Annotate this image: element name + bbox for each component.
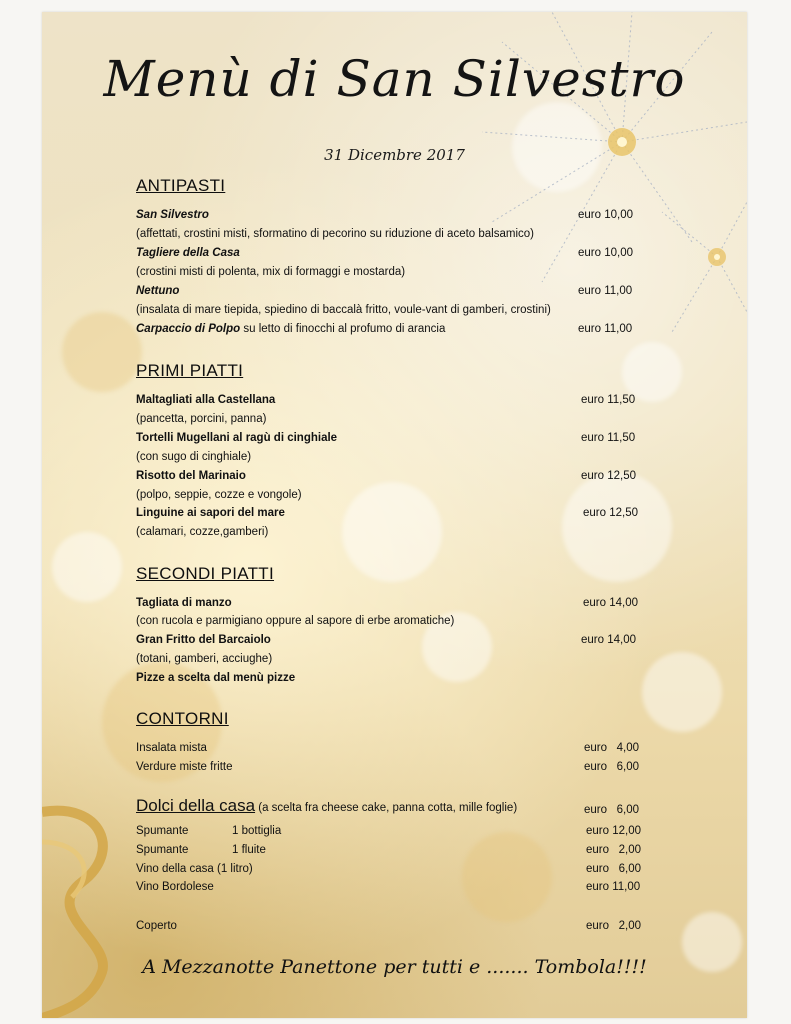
drink-name: Vino della casa (1 litro) <box>136 863 253 875</box>
drink-name: Spumante <box>136 825 189 837</box>
bokeh-light <box>462 832 552 922</box>
dish-name: Carpaccio di Polpo <box>136 323 241 335</box>
drink-name: Spumante <box>136 844 189 856</box>
dish-price: euro 11,00 <box>578 323 633 335</box>
dish-name: Gran Fritto del Barcaiolo <box>136 634 271 646</box>
dish-description: (calamari, cozze,gamberi) <box>136 526 269 538</box>
dish-description: (totani, gamberi, acciughe) <box>136 653 273 665</box>
section-heading-antipasti: ANTIPASTI <box>136 176 226 195</box>
dish-description: su letto di finocchi al profumo di arancia <box>240 323 446 335</box>
section-heading-primi: PRIMI PIATTI <box>136 361 244 380</box>
dish-name: Maltagliati alla Castellana <box>136 394 276 406</box>
section-heading-secondi: SECONDI PIATTI <box>136 564 275 583</box>
dish-price: euro 14,00 <box>581 634 636 646</box>
dish-price: euro 12,50 <box>583 507 638 519</box>
dish-description: (pancetta, porcini, panna) <box>136 413 267 425</box>
dish-price: euro 12,50 <box>581 470 636 482</box>
dish-description: (insalata di mare tiepida, spiedino di baccalà fritto, voule-vant di gamberi, crostini) <box>136 304 551 316</box>
bokeh-light <box>342 482 442 582</box>
drink-price: euro 12,00 <box>586 825 641 837</box>
menu-sheet <box>42 12 747 1018</box>
dish-name: Pizze a scelta dal menù pizze <box>136 672 296 684</box>
dish-description: (affettati, crostini misti, sformatino di pecorino su riduzione di aceto balsamico) <box>136 228 534 240</box>
section-heading-contorni: CONTORNI <box>136 709 229 728</box>
dish-price: euro 10,00 <box>578 209 633 221</box>
dish-name: Nettuno <box>136 285 180 297</box>
dish-name: Insalata mista <box>136 742 207 754</box>
coperto-label: Coperto <box>136 920 177 932</box>
dish-description: (con rucola e parmigiano oppure al sapore di erbe aromatiche) <box>136 615 455 627</box>
dish-price: euro 6,00 <box>584 761 639 773</box>
dish-name: Risotto del Marinaio <box>136 470 246 482</box>
dish-name: San Silvestro <box>136 209 209 221</box>
dish-description: (con sugo di cinghiale) <box>136 451 252 463</box>
menu-footer: A Mezzanotte Panettone per tutti e ....... Tombola!!!! <box>142 956 647 978</box>
dish-name: Tagliata di manzo <box>136 597 232 609</box>
coperto-price: euro 2,00 <box>586 920 641 932</box>
drink-name: Vino Bordolese <box>136 881 214 893</box>
dish-description: (crostini misti di polenta, mix di formaggi e mostarda) <box>136 266 406 278</box>
menu-title: Menù di San Silvestro <box>103 50 686 108</box>
dish-price: euro 6,00 <box>584 804 639 816</box>
bokeh-light <box>642 652 722 732</box>
dish-price: euro 14,00 <box>583 597 638 609</box>
drink-price: euro 11,00 <box>586 881 641 893</box>
dish-price: euro 11,50 <box>581 394 636 406</box>
dish-description: (polpo, seppie, cozze e vongole) <box>136 489 302 501</box>
dolci-heading-line <box>136 796 517 816</box>
bokeh-light <box>562 472 672 582</box>
dolci-note: (a scelta fra cheese cake, panna cotta, mille foglie) <box>255 802 518 814</box>
dish-name: Linguine ai sapori del mare <box>136 507 285 519</box>
drink-detail: 1 fluite <box>232 844 266 856</box>
dish-price: euro 4,00 <box>584 742 639 754</box>
menu-date: 31 Dicembre 2017 <box>324 146 465 164</box>
dish-name: Verdure miste fritte <box>136 761 233 773</box>
dish-name: Tortelli Mugellani al ragù di cinghiale <box>136 432 338 444</box>
section-heading-dolci: Dolci della casa <box>136 796 256 815</box>
drink-price: euro 2,00 <box>586 844 641 856</box>
dish-price: euro 11,50 <box>581 432 636 444</box>
bokeh-light <box>622 342 682 402</box>
drink-detail: 1 bottiglia <box>232 825 282 837</box>
dish-price: euro 10,00 <box>578 247 633 259</box>
dish-name: Tagliere della Casa <box>136 247 240 259</box>
drink-price: euro 6,00 <box>586 863 641 875</box>
bokeh-light <box>52 532 122 602</box>
bokeh-light <box>62 312 142 392</box>
dish-line <box>136 323 445 335</box>
dish-price: euro 11,00 <box>578 285 633 297</box>
